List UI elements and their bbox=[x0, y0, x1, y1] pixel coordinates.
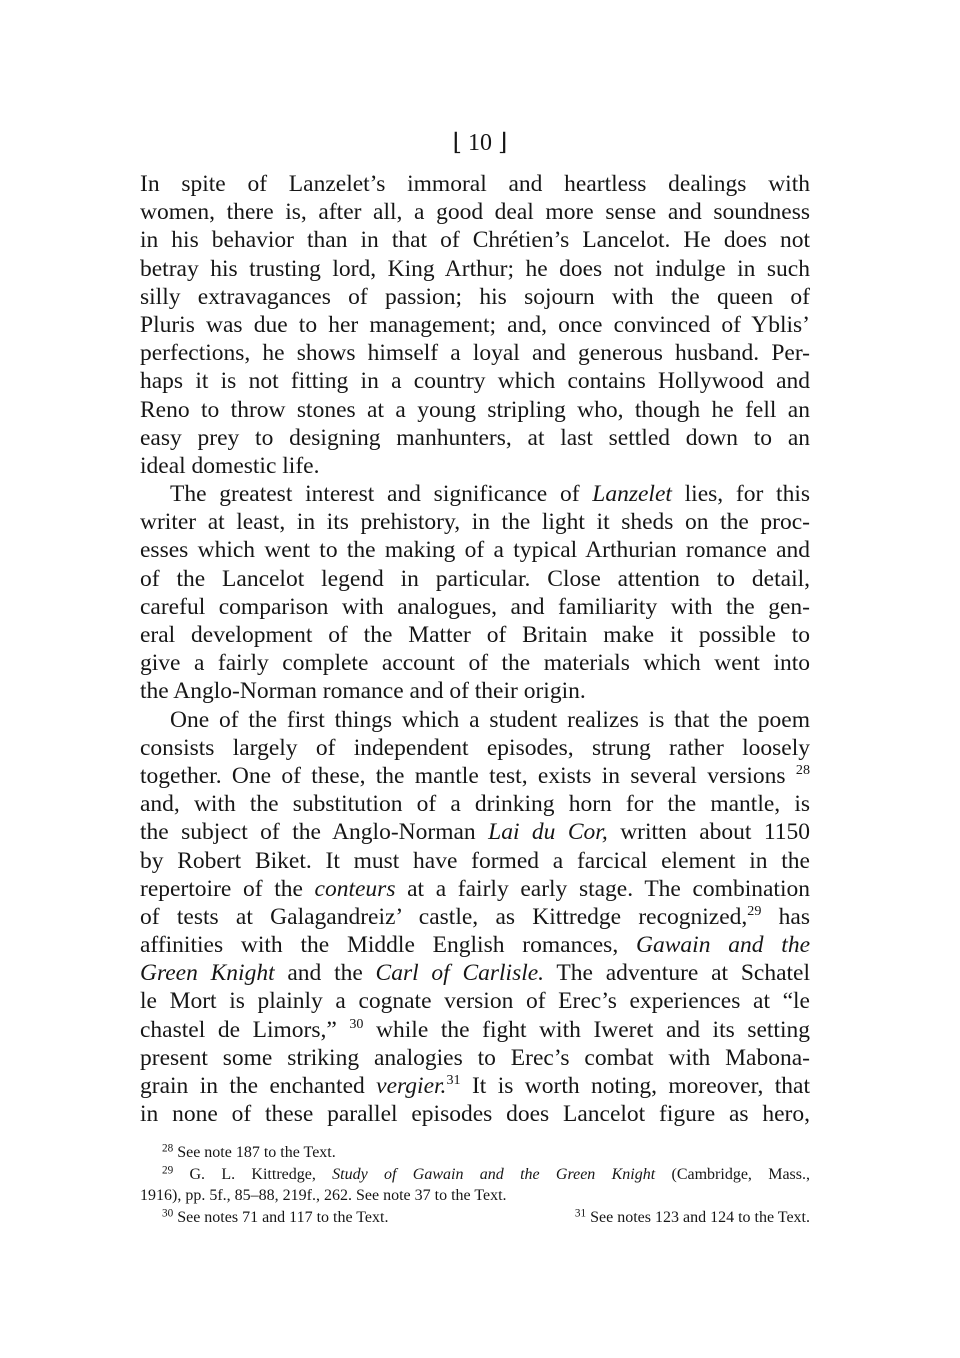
text-run: together. One of these, the mantle test, exists in several versions bbox=[140, 762, 796, 789]
text-run: at a fairly early stage. The combination bbox=[395, 875, 810, 902]
text-line bbox=[140, 480, 810, 508]
text-line: haps it is not fitting in a country which contains Hollywood and bbox=[140, 368, 810, 395]
italic-term: conteurs bbox=[314, 875, 396, 902]
text-run: lies, for this bbox=[671, 481, 810, 508]
text-line: consists largely of independent episodes, strung rather loosely bbox=[140, 734, 810, 761]
text-run: chastel de Limors,” bbox=[140, 1016, 350, 1043]
italic-title: Carl of Carlisle. bbox=[375, 960, 545, 987]
footnote-mark: 29 bbox=[162, 1163, 174, 1176]
text-line: Reno to throw stones at a young stripling who, though he fell an bbox=[140, 396, 810, 423]
footnote-ref: 28 bbox=[795, 761, 810, 778]
text-line: the Anglo-Norman romance and of their origin. bbox=[140, 678, 586, 705]
body-text bbox=[140, 170, 810, 1128]
text-run: while the fight with Iweret and its setting bbox=[363, 1016, 810, 1043]
text-line: present some striking analogies to Erec’s combat with Mabona- bbox=[140, 1044, 810, 1071]
text-line: careful comparison with analogues, and familiarity with the gen- bbox=[140, 593, 810, 620]
footnote-text: See notes 123 and 124 to the Text. bbox=[586, 1208, 810, 1226]
footnote-31 bbox=[575, 1207, 810, 1229]
text-run: has bbox=[761, 903, 811, 930]
text-line: silly extravagances of passion; his sojourn with the queen of bbox=[140, 283, 810, 310]
text-line: betray his trusting lord, King Arthur; he does not indulge in such bbox=[140, 255, 810, 282]
footnote-mark: 28 bbox=[162, 1142, 174, 1155]
text-line: One of the first things which a student realizes is that the poem bbox=[170, 706, 810, 733]
text-line: in his behavior than in that of Chrétien’s Lancelot. He does not bbox=[140, 227, 810, 254]
text-line: easy prey to designing manhunters, at last settled down to an bbox=[140, 424, 810, 451]
text-line bbox=[140, 959, 810, 987]
italic-title: Lanzelet bbox=[592, 481, 672, 508]
text-run: The adventure at Schatel bbox=[544, 960, 810, 987]
footnote-29-continued: 1916), pp. 5f., 85–88, 219f., 262. See note 37 to the Text. bbox=[140, 1187, 507, 1204]
footnote-mark: 31 bbox=[574, 1206, 587, 1219]
italic-term: vergier. bbox=[376, 1073, 447, 1099]
text-line: and, with the substitution of a drinking horn for the mantle, is bbox=[140, 791, 810, 818]
footnotes bbox=[140, 1142, 810, 1228]
footnote-mark: 30 bbox=[162, 1206, 174, 1219]
text-run: It is worth noting, moreover, that bbox=[460, 1073, 810, 1099]
text-line bbox=[140, 1016, 810, 1044]
text-run: repertoire of the bbox=[140, 875, 315, 902]
italic-title: Gawain and the bbox=[636, 932, 811, 959]
text-line bbox=[140, 875, 810, 903]
italic-title: Lai du Cor, bbox=[488, 819, 608, 846]
text-run: and the bbox=[274, 960, 376, 987]
footnote-29 bbox=[140, 1164, 810, 1186]
text-line bbox=[140, 931, 810, 959]
footnote-28 bbox=[140, 1142, 810, 1164]
text-line bbox=[140, 903, 810, 931]
italic-title: Green Knight bbox=[140, 960, 275, 987]
footnote-30 bbox=[162, 1207, 388, 1229]
text-line bbox=[140, 1072, 810, 1100]
text-line: by Robert Biket. It must have formed a farcical element in the bbox=[140, 847, 810, 874]
text-line: Pluris was due to her management; and, once convinced of Yblis’ bbox=[140, 311, 810, 338]
footnote-title: Study of Gawain and the Green Knight bbox=[332, 1165, 656, 1183]
footnote-ref: 31 bbox=[446, 1071, 461, 1088]
footnote-30-31 bbox=[140, 1207, 810, 1229]
footnote-text: G. L. Kittredge, bbox=[173, 1165, 333, 1183]
footnote-text: (Cambridge, Mass., bbox=[655, 1165, 811, 1183]
text-line: In spite of Lanzelet’s immoral and heartless dealings with bbox=[140, 171, 810, 197]
text-line bbox=[140, 818, 810, 846]
footnote-text: See notes 71 and 117 to the Text. bbox=[173, 1208, 389, 1226]
text-line: esses which went to the making of a typical Arthurian romance and bbox=[140, 537, 810, 564]
text-line: writer at least, in its prehistory, in the light it sheds on the proc- bbox=[140, 509, 810, 536]
text-run: grain in the enchanted bbox=[140, 1073, 377, 1099]
text-line: perfections, he shows himself a loyal and generous husband. Per- bbox=[140, 340, 810, 367]
text-run: affinities with the Middle English romances, bbox=[140, 932, 637, 959]
text-line: le Mort is plainly a cognate version of Erec’s experiences at “le bbox=[140, 988, 810, 1015]
text-run: the subject of the Anglo-Norman bbox=[140, 819, 489, 846]
text-line: give a fairly complete account of the materials which went into bbox=[140, 650, 810, 677]
footnote-ref: 29 bbox=[747, 902, 762, 919]
text-line: of the Lancelot legend in particular. Close attention to detail, bbox=[140, 565, 810, 592]
footnote-text: See note 187 to the Text. bbox=[173, 1144, 336, 1161]
text-line: women, there is, after all, a good deal more sense and soundness bbox=[140, 199, 810, 226]
page-number: ⌊ 10 ⌋ bbox=[452, 130, 508, 156]
footnote-ref: 30 bbox=[349, 1015, 364, 1032]
text-line: eral development of the Matter of Britain make it possible to bbox=[140, 622, 810, 648]
text-line: ideal domestic life. bbox=[140, 452, 320, 479]
text-run: The greatest interest and significance of bbox=[170, 481, 593, 508]
text-line: in none of these parallel episodes does Lancelot figure as hero, bbox=[140, 1101, 810, 1128]
text-run: of tests at Galagandreiz’ castle, as Kittredge recognized, bbox=[140, 903, 748, 930]
text-line bbox=[140, 762, 810, 790]
text-run: written about 1150 bbox=[607, 819, 810, 846]
